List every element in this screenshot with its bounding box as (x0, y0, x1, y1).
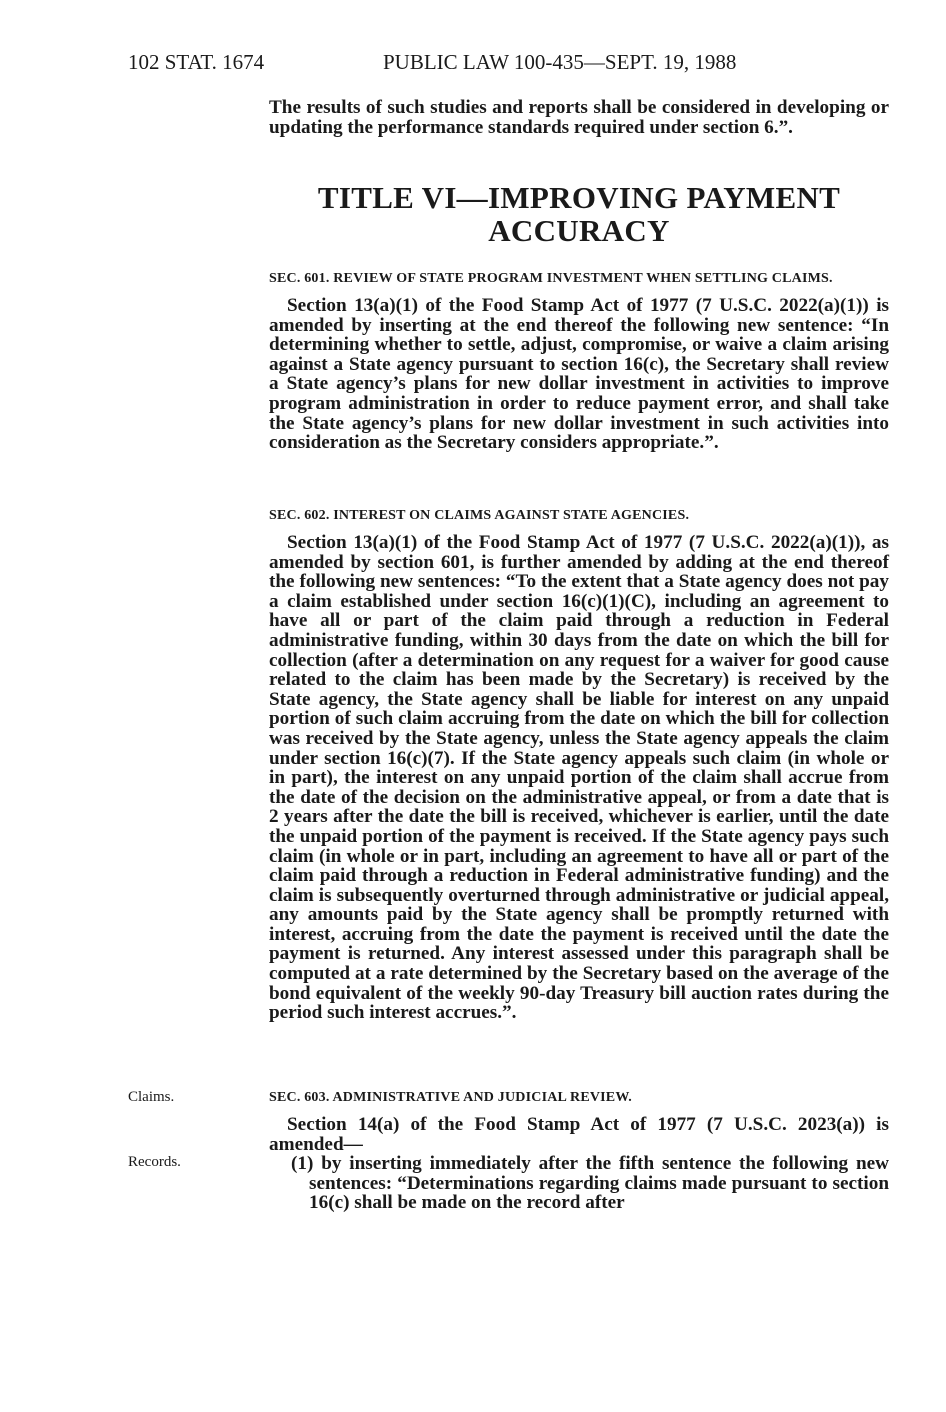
section-602-heading: SEC. 602. INTEREST ON CLAIMS AGAINST STATE AGENCIES. (269, 508, 690, 523)
section-602-body: Section 13(a)(1) of the Food Stamp Act of 1977 (7 U.S.C. 2022(a)(1)), as amended by section 601, is further amended by adding at the end thereof the following new sentences: “To the extent that a State agency does not pay a claim established under section 16(c)(1)(C), including an agreement to have all or part of the claim paid through a reduction in Federal administrative funding, within 30 days from the date on which the bill for collection (after a determination on any request for a waiver for good cause related to the claim has been made by the Secretary) is received by the State agency, the State agency shall be liable for interest on any unpaid portion of such claim accruing from the date on which the bill for collection was received by the State agency, unless the State agency appeals the claim under section 16(c)(7). If the State agency appeals such claim (in whole or in part), the interest on any unpaid portion of the claim shall accrue from the date of the decision on the administrative appeal, or from a date that is 2 years after the date the bill is received, whichever is earlier, until the date the unpaid portion of the payment is received. If the State agency pays such claim (in whole or in part, including an agreement to have all or part of the claim paid through a reduction in Federal administrative funding) and the claim is subsequently overturned through administrative or judicial appeal, any amounts paid by the State agency shall be promptly returned with interest, accruing from the date the payment is received until the date the payment is returned. Any interest assessed under this paragraph shall be computed at a rate determined by the Secretary based on the average of the bond equivalent of the weekly 90-day Treasury bill auction rates during the period such interest accrues.”. (269, 532, 889, 1024)
section-603 (269, 1089, 889, 1213)
intro-block (269, 98, 889, 137)
section-603-item-1: (1) by inserting immediately after the fifth sentence the following new sentences: “Determinations regarding claims made pursuant to section 16(c) shall be made on the record after (291, 1153, 889, 1214)
intro-paragraph: The results of such studies and reports shall be considered in developing or updating the performance standards required under section 6.”. (269, 97, 889, 138)
section-603-heading: SEC. 603. ADMINISTRATIVE AND JUDICIAL REVIEW. (269, 1090, 632, 1105)
section-601-body: Section 13(a)(1) of the Food Stamp Act of 1977 (7 U.S.C. 2022(a)(1)) is amended by inserting at the end thereof the following new sentence: “In determining whether to settle, adjust, compromise, or waive a claim arising against a State agency pursuant to section 16(c), the Secretary shall review a State agency’s plans for new dollar investment in activities to improve program administration in order to reduce payment error, and shall take the State agency’s plans for new dollar investment in such activities into consideration as the Secretary considers appropriate.”. (269, 295, 889, 454)
section-601 (269, 270, 889, 453)
page-header (0, 50, 946, 80)
section-602 (269, 507, 889, 1023)
title-line-1: TITLE VI—IMPROVING PAYMENT (317, 180, 841, 215)
section-603-body: Section 14(a) of the Food Stamp Act of 1977 (7 U.S.C. 2023(a)) is amended— (269, 1114, 889, 1155)
title-line-2: ACCURACY (488, 213, 670, 248)
page-number: 102 STAT. 1674 (128, 50, 265, 74)
margin-note-records: Records. (128, 1154, 181, 1170)
section-601-heading: SEC. 601. REVIEW OF STATE PROGRAM INVESTMENT WHEN SETTLING CLAIMS. (269, 271, 833, 286)
running-head: PUBLIC LAW 100-435—SEPT. 19, 1988 (383, 50, 737, 74)
margin-note-claims: Claims. (128, 1089, 175, 1105)
title-heading (269, 181, 889, 247)
